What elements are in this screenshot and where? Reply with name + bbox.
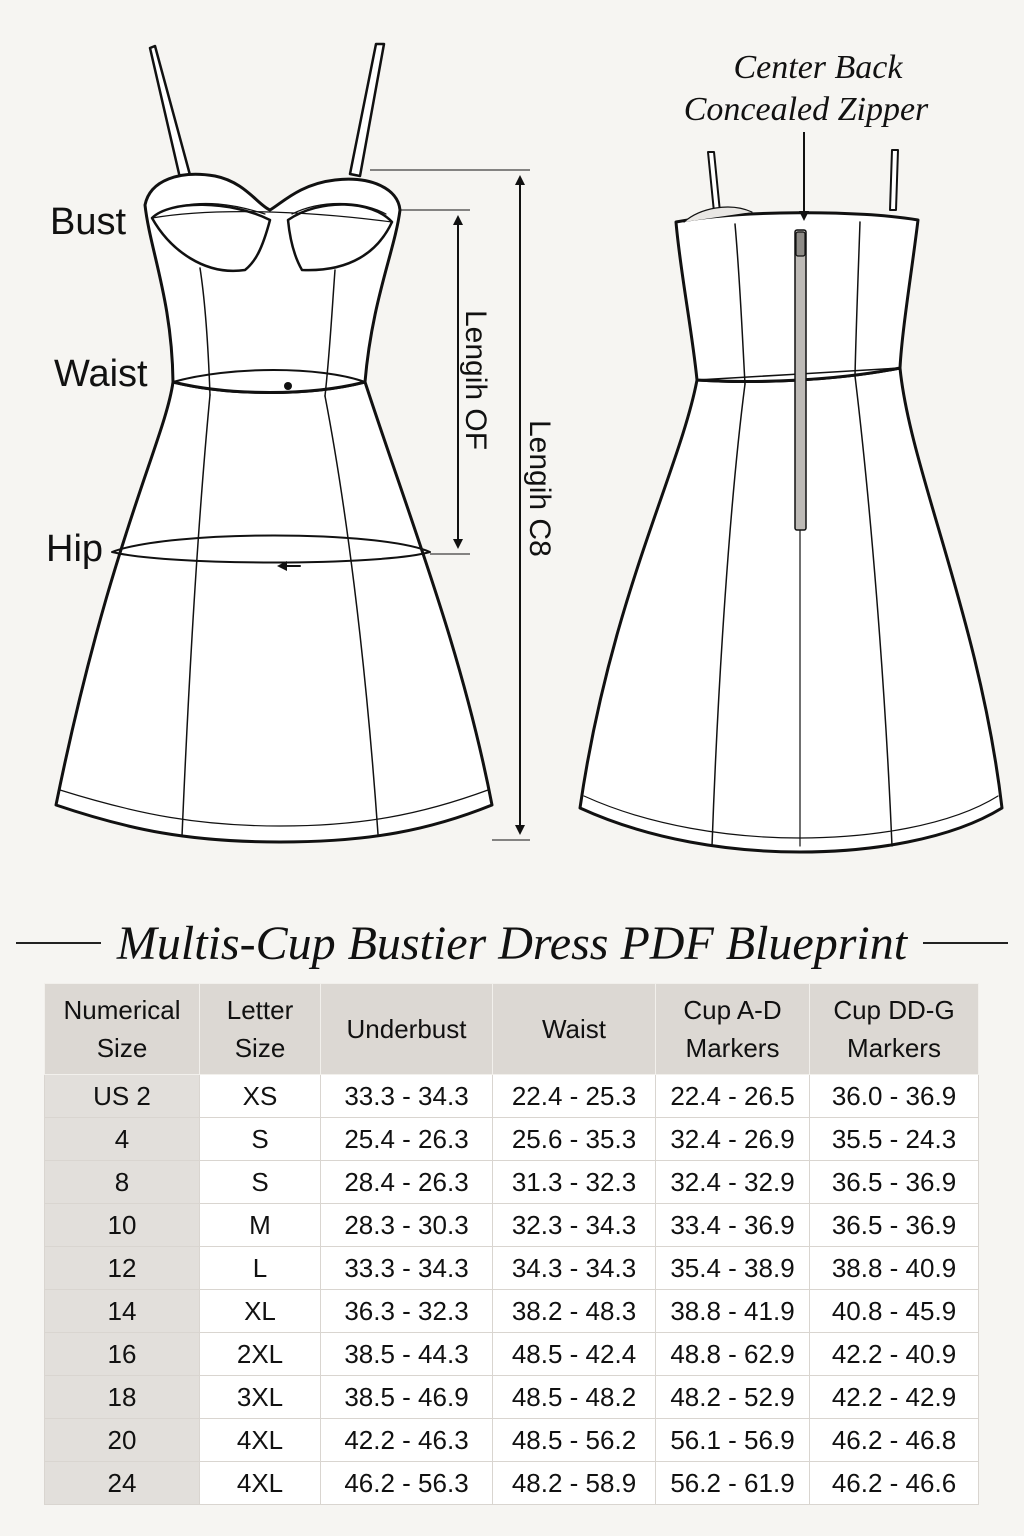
table-cell: 46.2 - 46.6 [810, 1462, 979, 1505]
table-cell: 10 [45, 1204, 200, 1247]
table-cell: S [200, 1118, 321, 1161]
table-row [45, 1462, 979, 1505]
table-row [45, 1118, 979, 1161]
table-cell: 28.3 - 30.3 [321, 1204, 493, 1247]
label-length-c8: Lengih C8 [523, 420, 556, 557]
table-row [45, 1075, 979, 1118]
table-cell: 31.3 - 32.3 [493, 1161, 656, 1204]
table-cell: 48.8 - 62.9 [656, 1333, 810, 1376]
column-header [656, 984, 810, 1075]
table-cell: 38.8 - 40.9 [810, 1247, 979, 1290]
table-cell: 32.4 - 26.9 [656, 1118, 810, 1161]
table-cell: 36.3 - 32.3 [321, 1290, 493, 1333]
label-waist: Waist [54, 353, 148, 395]
table-cell: 48.5 - 42.4 [493, 1333, 656, 1376]
table-cell: 36.5 - 36.9 [810, 1204, 979, 1247]
table-cell: 46.2 - 56.3 [321, 1462, 493, 1505]
table-cell: 48.5 - 48.2 [493, 1376, 656, 1419]
table-cell: 24 [45, 1462, 200, 1505]
table-cell: 42.2 - 46.3 [321, 1419, 493, 1462]
column-header [321, 984, 493, 1075]
front-skirt [56, 382, 492, 842]
column-header-text: Numerical [63, 995, 181, 1025]
table-cell: XS [200, 1075, 321, 1118]
table-cell: 8 [45, 1161, 200, 1204]
table-cell: 32.4 - 32.9 [656, 1161, 810, 1204]
title-rule-left [16, 942, 101, 944]
table-header-row [45, 984, 979, 1075]
table-row [45, 1290, 979, 1333]
table-cell: 40.8 - 45.9 [810, 1290, 979, 1333]
table-row [45, 1247, 979, 1290]
back-strap-right [890, 150, 898, 210]
column-header [45, 984, 200, 1075]
table-cell: 22.4 - 25.3 [493, 1075, 656, 1118]
table-cell: 38.8 - 41.9 [656, 1290, 810, 1333]
front-strap-left [150, 46, 190, 178]
table-cell: 25.4 - 26.3 [321, 1118, 493, 1161]
column-header-text: Waist [541, 1014, 607, 1044]
table-cell: 12 [45, 1247, 200, 1290]
table-cell: 14 [45, 1290, 200, 1333]
column-header [493, 984, 656, 1075]
label-zipper-line1: Center Back [733, 49, 903, 86]
column-header-text: Underbust [346, 1014, 467, 1044]
table-cell: 33.3 - 34.3 [321, 1247, 493, 1290]
table-cell: 38.2 - 48.3 [493, 1290, 656, 1333]
table-cell: 3XL [200, 1376, 321, 1419]
label-length-of: Lengih OF [459, 310, 492, 451]
table-cell: 33.3 - 34.3 [321, 1075, 493, 1118]
table-cell: 46.2 - 46.8 [810, 1419, 979, 1462]
table-cell: 20 [45, 1419, 200, 1462]
concealed-zipper [795, 230, 806, 530]
table-cell: 32.3 - 34.3 [493, 1204, 656, 1247]
table-cell: 4XL [200, 1419, 321, 1462]
table-cell: M [200, 1204, 321, 1247]
table-cell: 22.4 - 26.5 [656, 1075, 810, 1118]
table-cell: 38.5 - 46.9 [321, 1376, 493, 1419]
size-chart-table [44, 983, 979, 1505]
table-cell: 56.2 - 61.9 [656, 1462, 810, 1505]
column-header [810, 984, 979, 1075]
table-cell: 35.5 - 24.3 [810, 1118, 979, 1161]
table-cell: 36.0 - 36.9 [810, 1075, 979, 1118]
back-skirt [580, 368, 1002, 852]
table-cell: 48.2 - 52.9 [656, 1376, 810, 1419]
dress-front-view [56, 44, 492, 842]
back-strap-left [708, 152, 720, 212]
blueprint-title-bar [0, 908, 1024, 978]
label-bust: Bust [50, 201, 127, 243]
table-cell: 35.4 - 38.9 [656, 1247, 810, 1290]
column-header-text: Size [234, 1033, 286, 1063]
table-cell: US 2 [45, 1075, 200, 1118]
table-row [45, 1204, 979, 1247]
table-cell: 38.5 - 44.3 [321, 1333, 493, 1376]
column-header [200, 984, 321, 1075]
waist-measure-dot [284, 382, 292, 390]
label-hip: Hip [46, 528, 104, 570]
column-header-text: Letter [226, 995, 294, 1025]
column-header-text: Cup DD-G [833, 995, 955, 1025]
column-header-text: Size [96, 1033, 148, 1063]
table-cell: 33.4 - 36.9 [656, 1204, 810, 1247]
table-cell: 34.3 - 34.3 [493, 1247, 656, 1290]
dress-back-view [580, 150, 1002, 852]
table-cell: 48.5 - 56.2 [493, 1419, 656, 1462]
column-header-text: Cup A-D [683, 995, 782, 1025]
blueprint-title: Multis-Cup Bustier Dress PDF Blueprint [116, 916, 908, 970]
table-cell: 16 [45, 1333, 200, 1376]
table-cell: XL [200, 1290, 321, 1333]
table-cell: L [200, 1247, 321, 1290]
table-cell: 4 [45, 1118, 200, 1161]
table-cell: 2XL [200, 1333, 321, 1376]
column-header-text: Markers [685, 1033, 780, 1063]
table-row [45, 1376, 979, 1419]
table-cell: 42.2 - 40.9 [810, 1333, 979, 1376]
table-cell: 48.2 - 58.9 [493, 1462, 656, 1505]
table-row [45, 1161, 979, 1204]
front-strap-right [350, 44, 384, 176]
table-cell: 28.4 - 26.3 [321, 1161, 493, 1204]
table-row [45, 1333, 979, 1376]
label-zipper-line2: Concealed Zipper [683, 91, 929, 128]
column-header-text: Markers [847, 1033, 941, 1063]
table-cell: 56.1 - 56.9 [656, 1419, 810, 1462]
table-cell: S [200, 1161, 321, 1204]
table-cell: 4XL [200, 1462, 321, 1505]
table-cell: 18 [45, 1376, 200, 1419]
table-cell: 25.6 - 35.3 [493, 1118, 656, 1161]
title-rule-right [923, 942, 1008, 944]
table-cell: 36.5 - 36.9 [810, 1161, 979, 1204]
table-cell: 42.2 - 42.9 [810, 1376, 979, 1419]
table-row [45, 1419, 979, 1462]
